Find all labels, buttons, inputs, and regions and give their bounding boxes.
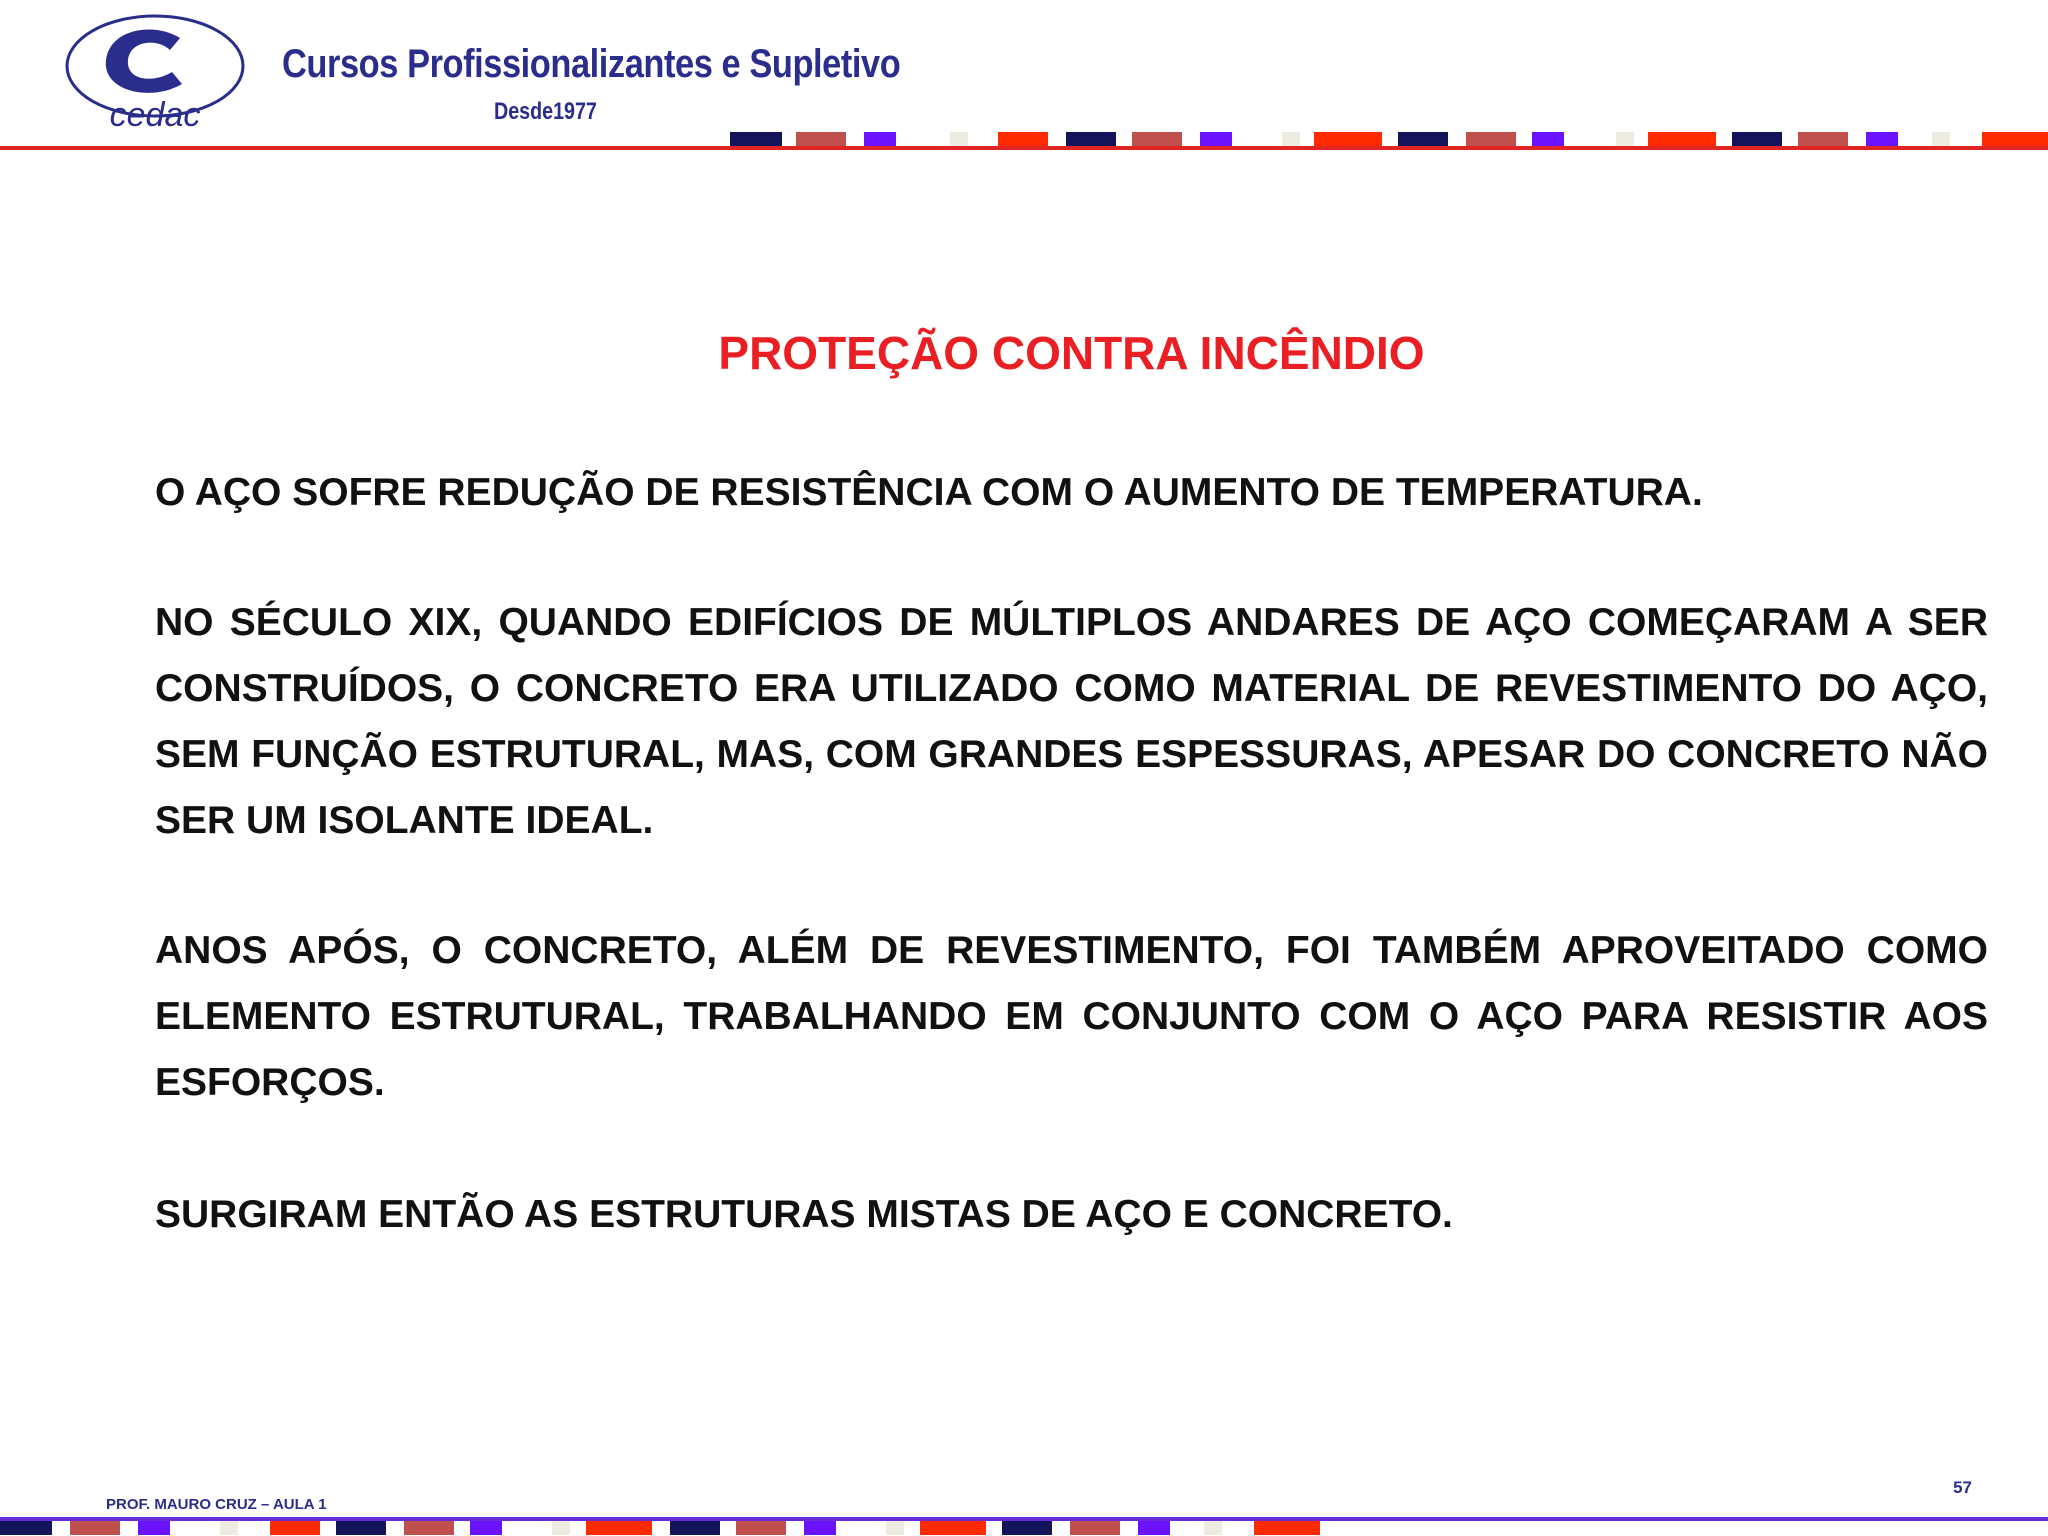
brand-since: Desde1977 bbox=[494, 98, 597, 125]
bottom-color-strip bbox=[0, 1521, 1330, 1535]
svg-text:cedac: cedac bbox=[109, 96, 201, 134]
footer-divider bbox=[0, 1517, 2048, 1521]
header-divider bbox=[0, 146, 2048, 150]
top-color-strip bbox=[730, 132, 2048, 146]
footer-author: PROF. MAURO CRUZ – AULA 1 bbox=[106, 1496, 327, 1513]
paragraph-4: SURGIRAM ENTÃO AS ESTRUTURAS MISTAS DE AÇO E CONCRETO. bbox=[155, 1193, 1453, 1236]
paragraph-3: ANOS APÓS, O CONCRETO, ALÉM DE REVESTIMENTO, FOI TAMBÉM APROVEITADO COMO ELEMENTO ESTRUTURAL, TRABALHANDO EM CONJUNTO COM O AÇO PARA RESISTIR AOS ESFORÇOS. bbox=[155, 929, 1988, 1104]
paragraph-2: NO SÉCULO XIX, QUANDO EDIFÍCIOS DE MÚLTIPLOS ANDARES DE AÇO COMEÇARAM A SER CONSTRUÍDOS, O CONCRETO ERA UTILIZADO COMO MATERIAL DE REVESTIMENTO DO AÇO, SEM FUNÇÃO ESTRUTURAL, MAS, COM GRANDES ESPESSURAS, APESAR DO CONCRETO NÃO SER UM ISOLANTE IDEAL. bbox=[155, 601, 1988, 842]
cedac-logo bbox=[60, 14, 250, 134]
slide-header bbox=[0, 0, 2048, 160]
paragraph-1: O AÇO SOFRE REDUÇÃO DE RESISTÊNCIA COM O AUMENTO DE TEMPERATURA. bbox=[155, 471, 1703, 514]
slide-title: PROTEÇÃO CONTRA INCÊNDIO bbox=[718, 327, 1425, 379]
brand-title: Cursos Profissionalizantes e Supletivo bbox=[282, 42, 901, 86]
page-number: 57 bbox=[1953, 1478, 1972, 1497]
